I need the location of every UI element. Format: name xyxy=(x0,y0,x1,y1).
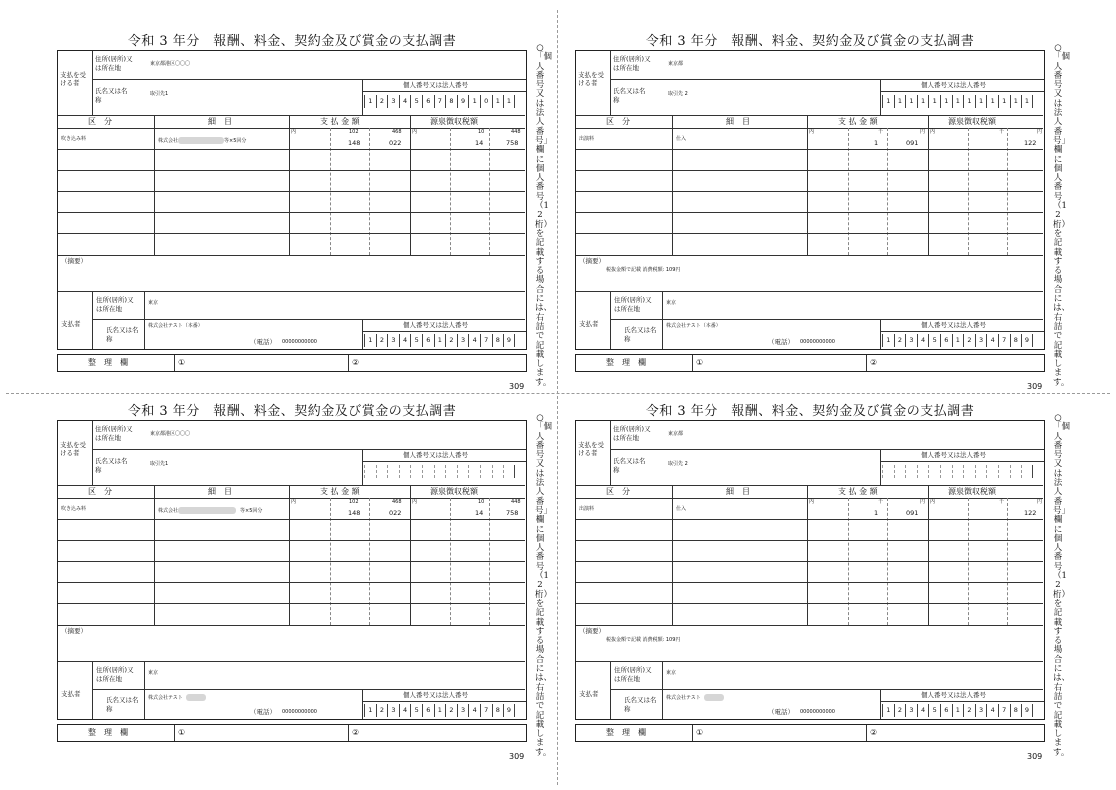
id-digit-cell xyxy=(376,465,388,478)
id-digit-cell: 1 xyxy=(963,95,975,108)
id-digit-cell xyxy=(457,465,469,478)
seiri-row xyxy=(57,724,527,742)
id-digit-cell: 3 xyxy=(387,95,399,108)
tax-uchi: 内 xyxy=(930,129,936,135)
id-digit-cell: 8 xyxy=(1010,334,1022,347)
id-digit-cell: 7 xyxy=(480,704,492,717)
col-tax-header: 源泉徴収税額 xyxy=(430,117,478,126)
amount-thousands: 1 xyxy=(874,509,879,517)
seiri-label: 整 理 欄 xyxy=(88,358,128,367)
id-digit-cell xyxy=(894,465,906,478)
tax-thousands: 14 xyxy=(475,509,484,517)
redacted-company xyxy=(178,507,236,514)
id-digit-cell: 6 xyxy=(940,704,952,717)
id-digit-cell: 7 xyxy=(998,704,1010,717)
id-digit-cell: 1 xyxy=(952,334,964,347)
payer-id-number-label: 個人番号又は法人番号 xyxy=(921,321,986,329)
recipient-name: 取引先 2 xyxy=(668,91,688,97)
id-digit-cell: 1 xyxy=(434,704,446,717)
payer-address-label: 住所(居所)又は所在地 xyxy=(96,666,134,683)
id-digit-cell: 3 xyxy=(387,334,399,347)
id-digit-cell: 4 xyxy=(917,704,929,717)
id-digit-cell: 4 xyxy=(917,334,929,347)
slip-title: 令和 3 年分 報酬、料金、契約金及び賞金の支払調書 xyxy=(127,404,457,419)
address-label: 住所(居所)又は所在地 xyxy=(95,55,133,72)
seiri-2: ② xyxy=(352,358,360,367)
tax-thousands-small: 10 xyxy=(478,499,485,505)
id-digit-cell: 4 xyxy=(399,334,411,347)
payer-name-text: 株式会社テスト xyxy=(666,695,701,701)
seiri-row xyxy=(575,724,1045,742)
tax-yen-small: 448 xyxy=(511,129,521,135)
id-digit-cell: 1 xyxy=(928,95,940,108)
payer-name-label: 氏名又は名称 xyxy=(106,696,139,713)
name-label: 氏名又は名称 xyxy=(95,87,128,104)
recipient-address: 東京都港区〇〇〇 xyxy=(150,61,191,67)
slip-form xyxy=(575,420,1045,720)
id-digit-cell xyxy=(468,465,480,478)
id-digit-cell: 1 xyxy=(882,95,894,108)
col-tax-header: 源泉徴収税額 xyxy=(430,487,478,496)
id-digit-cell: 8 xyxy=(492,334,504,347)
payer-section-label: 支払者 xyxy=(61,320,81,328)
id-digit-cell: 4 xyxy=(399,95,411,108)
id-digit-cell: 1 xyxy=(975,95,987,108)
col-saimoku-header: 細 目 xyxy=(726,487,750,496)
amount-thousands: 148 xyxy=(348,509,361,517)
recipient-section-label: 支払を受ける者 xyxy=(578,71,604,87)
recipient-section-label: 支払を受ける者 xyxy=(578,441,604,457)
recipient-id-digits xyxy=(882,465,1033,478)
recipient-name: 取引先1 xyxy=(150,461,169,467)
id-digit-cell: 8 xyxy=(1010,704,1022,717)
payer-section-label: 支払者 xyxy=(61,690,81,698)
id-digit-cell: 6 xyxy=(422,95,434,108)
id-digit-cell: 7 xyxy=(480,334,492,347)
row-kubun: 出演料 xyxy=(579,136,595,142)
recipient-name: 取引先 2 xyxy=(668,461,688,467)
id-digit-cell: 4 xyxy=(468,704,480,717)
id-digit-cell: 1 xyxy=(917,95,929,108)
id-digit-cell xyxy=(882,465,894,478)
row-saimoku-prefix: 仕入 xyxy=(676,506,687,512)
id-digit-cell xyxy=(492,465,504,478)
payer-section-label: 支払者 xyxy=(579,320,599,328)
id-digit-cell: 1 xyxy=(998,95,1010,108)
seiri-2: ② xyxy=(870,728,878,737)
col-kubun-header: 区 分 xyxy=(606,487,630,496)
tax-sen: 千 xyxy=(999,499,1005,505)
memo-text: 税抜金額で記載 消費税額: 109円 xyxy=(606,267,681,273)
row-saimoku xyxy=(676,507,686,512)
payer-id-digits xyxy=(364,704,515,717)
id-digit-cell: 5 xyxy=(410,704,422,717)
id-number-label: 個人番号又は法人番号 xyxy=(921,451,986,459)
id-digit-cell xyxy=(1010,465,1022,478)
row-saimoku-suffix: 等×5回分 xyxy=(224,138,247,144)
seiri-1: ① xyxy=(178,728,186,737)
name-label: 氏名又は名称 xyxy=(613,457,646,474)
amount-sen: 千 xyxy=(878,499,884,505)
id-digit-cell xyxy=(986,465,998,478)
id-digit-cell: 1 xyxy=(986,95,998,108)
id-digit-cell: 2 xyxy=(963,334,975,347)
tax-yen: 758 xyxy=(506,139,519,147)
memo-text: 税抜金額で記載 消費税額: 109円 xyxy=(606,637,681,643)
slip-form xyxy=(575,50,1045,350)
slip-title: 令和 3 年分 報酬、料金、契約金及び賞金の支払調書 xyxy=(127,34,457,49)
id-digit-cell xyxy=(1021,465,1033,478)
id-digit-cell: 4 xyxy=(986,334,998,347)
address-label: 住所(居所)又は所在地 xyxy=(613,425,651,442)
tax-yen: 122 xyxy=(1024,139,1037,147)
id-digit-cell xyxy=(387,465,399,478)
seiri-1: ① xyxy=(696,728,704,737)
payment-slip-2 xyxy=(575,30,1107,410)
tax-uchi: 内 xyxy=(930,499,936,505)
page-number: 309 xyxy=(509,752,525,761)
col-tax-header: 源泉徴収税額 xyxy=(948,117,996,126)
payment-slip-1 xyxy=(57,30,589,410)
id-digit-cell: 4 xyxy=(986,704,998,717)
id-digit-cell: 9 xyxy=(1021,334,1033,347)
id-digit-cell xyxy=(410,465,422,478)
id-digit-cell: 1 xyxy=(1021,95,1033,108)
id-digit-cell xyxy=(480,465,492,478)
payer-id-number-label: 個人番号又は法人番号 xyxy=(403,691,468,699)
id-digit-cell xyxy=(422,465,434,478)
redacted-branch xyxy=(704,694,724,701)
payer-name: 株式会社テスト（本番） xyxy=(148,323,203,329)
side-note: ○「個人番号又は法人番号」欄に個人番号（12桁）を記載する場合には、右詰で記載します。 xyxy=(535,43,553,388)
tax-yen: 122 xyxy=(1024,509,1037,517)
payer-id-number-label: 個人番号又は法人番号 xyxy=(921,691,986,699)
amount-uchi: 内 xyxy=(809,129,815,135)
side-note: ○「個人番号又は法人番号」欄に個人番号（12桁）を記載する場合には、右詰で記載します。 xyxy=(1053,43,1071,388)
col-tax-header: 源泉徴収税額 xyxy=(948,487,996,496)
payment-slip-3 xyxy=(57,400,589,780)
payer-name: 株式会社テスト（本番） xyxy=(666,323,721,329)
id-digit-cell xyxy=(917,465,929,478)
amount-yen: 091 xyxy=(906,509,919,517)
amount-en: 円 xyxy=(920,129,926,135)
id-number-label: 個人番号又は法人番号 xyxy=(921,81,986,89)
id-digit-cell: 1 xyxy=(952,704,964,717)
seiri-1: ① xyxy=(696,358,704,367)
amount-thousands-small: 102 xyxy=(349,499,359,505)
tax-sen: 千 xyxy=(999,129,1005,135)
payer-id-digits xyxy=(882,704,1033,717)
amount-en: 円 xyxy=(920,499,926,505)
payer-name xyxy=(666,694,724,701)
tax-yen: 758 xyxy=(506,509,519,517)
row-saimoku-prefix: 株式会社 xyxy=(158,138,179,144)
col-kubun-header: 区 分 xyxy=(88,117,112,126)
id-digit-cell xyxy=(503,465,515,478)
amount-thousands: 1 xyxy=(874,139,879,147)
recipient-section-label: 支払を受ける者 xyxy=(60,71,86,87)
row-kubun: 吹き込み料 xyxy=(61,136,87,142)
payer-address: 東京 xyxy=(148,670,159,676)
row-saimoku-prefix: 仕入 xyxy=(676,136,687,142)
row-kubun: 出演料 xyxy=(579,506,595,512)
id-digit-cell: 1 xyxy=(1010,95,1022,108)
tax-yen-small: 448 xyxy=(511,499,521,505)
id-digit-cell: 2 xyxy=(376,334,388,347)
id-digit-cell: 2 xyxy=(376,704,388,717)
id-digit-cell: 1 xyxy=(882,704,894,717)
page-number: 309 xyxy=(1027,382,1043,391)
id-digit-cell: 8 xyxy=(492,704,504,717)
id-digit-cell: 1 xyxy=(905,95,917,108)
slip-form xyxy=(57,50,527,350)
page-number: 309 xyxy=(509,382,525,391)
id-digit-cell: 1 xyxy=(468,95,480,108)
id-digit-cell: 1 xyxy=(492,95,504,108)
row-saimoku xyxy=(158,137,246,144)
id-digit-cell: 2 xyxy=(963,704,975,717)
amount-yen: 022 xyxy=(389,139,402,147)
payer-address-label: 住所(居所)又は所在地 xyxy=(96,296,134,313)
payer-id-digits xyxy=(882,334,1033,347)
id-digit-cell: 2 xyxy=(376,95,388,108)
id-digit-cell xyxy=(905,465,917,478)
id-digit-cell: 3 xyxy=(387,704,399,717)
payer-name-label: 氏名又は名称 xyxy=(624,326,657,343)
name-label: 氏名又は名称 xyxy=(613,87,646,104)
col-saimoku-header: 細 目 xyxy=(208,117,232,126)
id-digit-cell: 3 xyxy=(905,334,917,347)
payer-id-number-label: 個人番号又は法人番号 xyxy=(403,321,468,329)
seiri-1: ① xyxy=(178,358,186,367)
seiri-row xyxy=(575,354,1045,372)
id-digit-cell: 1 xyxy=(434,334,446,347)
payer-section-label: 支払者 xyxy=(579,690,599,698)
col-saimoku-header: 細 目 xyxy=(726,117,750,126)
id-digit-cell: 3 xyxy=(457,334,469,347)
id-digit-cell: 6 xyxy=(940,334,952,347)
row-saimoku xyxy=(676,137,686,142)
id-digit-cell: 9 xyxy=(503,704,515,717)
id-digit-cell: 1 xyxy=(882,334,894,347)
phone-number: 00000000000 xyxy=(282,339,317,345)
id-digit-cell xyxy=(928,465,940,478)
row-saimoku xyxy=(158,507,262,514)
col-amount-header: 支 払 金 額 xyxy=(838,487,878,496)
amount-yen-small: 468 xyxy=(392,499,402,505)
id-digit-cell: 2 xyxy=(445,704,457,717)
id-digit-cell: 3 xyxy=(905,704,917,717)
slip-title: 令和 3 年分 報酬、料金、契約金及び賞金の支払調書 xyxy=(645,34,975,49)
id-digit-cell: 3 xyxy=(975,704,987,717)
recipient-name: 取引先1 xyxy=(150,91,169,97)
id-digit-cell: 4 xyxy=(399,704,411,717)
id-digit-cell: 1 xyxy=(940,95,952,108)
amount-sen: 千 xyxy=(878,129,884,135)
redacted-branch xyxy=(186,694,206,701)
payer-address: 東京 xyxy=(666,300,677,306)
recipient-id-digits xyxy=(882,95,1033,108)
id-digit-cell: 6 xyxy=(422,334,434,347)
seiri-2: ② xyxy=(352,728,360,737)
id-digit-cell xyxy=(364,465,376,478)
id-digit-cell: 2 xyxy=(894,704,906,717)
memo-label: （摘要） xyxy=(61,627,87,635)
phone-label: （電話） xyxy=(250,338,276,346)
id-number-label: 個人番号又は法人番号 xyxy=(403,451,468,459)
side-note: ○「個人番号又は法人番号」欄に個人番号（12桁）を記載する場合には、右詰で記載します。 xyxy=(535,413,553,758)
tax-thousands-small: 10 xyxy=(478,129,485,135)
id-digit-cell: 9 xyxy=(1021,704,1033,717)
payer-name-text: 株式会社テスト xyxy=(148,695,183,701)
id-digit-cell: 5 xyxy=(928,704,940,717)
slip-form xyxy=(57,420,527,720)
id-digit-cell xyxy=(998,465,1010,478)
id-digit-cell: 5 xyxy=(928,334,940,347)
slip-title: 令和 3 年分 報酬、料金、契約金及び賞金の支払調書 xyxy=(645,404,975,419)
recipient-address: 東京都 xyxy=(668,61,684,67)
payment-slip-4 xyxy=(575,400,1107,780)
recipient-address: 東京都 xyxy=(668,431,684,437)
payer-name-label: 氏名又は名称 xyxy=(106,326,139,343)
amount-thousands: 148 xyxy=(348,139,361,147)
phone-number: 00000000000 xyxy=(800,709,835,715)
payer-id-digits xyxy=(364,334,515,347)
amount-thousands-small: 102 xyxy=(349,129,359,135)
phone-number: 00000000000 xyxy=(800,339,835,345)
id-number-label: 個人番号又は法人番号 xyxy=(403,81,468,89)
page-number: 309 xyxy=(1027,752,1043,761)
id-digit-cell xyxy=(963,465,975,478)
recipient-address: 東京都港区〇〇〇 xyxy=(150,431,191,437)
id-digit-cell: 2 xyxy=(894,334,906,347)
address-label: 住所(居所)又は所在地 xyxy=(613,55,651,72)
phone-label: （電話） xyxy=(768,708,794,716)
id-digit-cell xyxy=(434,465,446,478)
tax-en: 円 xyxy=(1037,129,1043,135)
id-digit-cell xyxy=(399,465,411,478)
memo-label: （摘要） xyxy=(579,627,605,635)
memo-label: （摘要） xyxy=(579,257,605,265)
recipient-section-label: 支払を受ける者 xyxy=(60,441,86,457)
id-digit-cell xyxy=(445,465,457,478)
row-saimoku-prefix: 株式会社 xyxy=(158,508,179,514)
id-digit-cell: 1 xyxy=(952,95,964,108)
tax-en: 円 xyxy=(1037,499,1043,505)
id-digit-cell: 1 xyxy=(364,334,376,347)
id-digit-cell: 2 xyxy=(445,334,457,347)
id-digit-cell: 7 xyxy=(434,95,446,108)
id-digit-cell: 5 xyxy=(410,95,422,108)
seiri-label: 整 理 欄 xyxy=(88,728,128,737)
phone-number: 00000000000 xyxy=(282,709,317,715)
payer-address: 東京 xyxy=(666,670,677,676)
amount-uchi: 内 xyxy=(809,499,815,505)
id-digit-cell: 1 xyxy=(364,704,376,717)
id-digit-cell: 1 xyxy=(364,95,376,108)
col-kubun-header: 区 分 xyxy=(88,487,112,496)
recipient-id-digits xyxy=(364,465,515,478)
memo-label: （摘要） xyxy=(61,257,87,265)
amount-yen: 022 xyxy=(389,509,402,517)
row-saimoku-suffix: 等×5回分 xyxy=(240,508,263,514)
id-digit-cell: 1 xyxy=(503,95,515,108)
col-amount-header: 支 払 金 額 xyxy=(320,117,360,126)
tax-uchi: 内 xyxy=(412,129,418,135)
row-kubun: 吹き込み料 xyxy=(61,506,87,512)
id-digit-cell: 9 xyxy=(503,334,515,347)
amount-yen-small: 468 xyxy=(392,129,402,135)
id-digit-cell: 3 xyxy=(975,334,987,347)
id-digit-cell: 0 xyxy=(480,95,492,108)
col-saimoku-header: 細 目 xyxy=(208,487,232,496)
seiri-2: ② xyxy=(870,358,878,367)
payer-name xyxy=(148,694,206,701)
phone-label: （電話） xyxy=(250,708,276,716)
address-label: 住所(居所)又は所在地 xyxy=(95,425,133,442)
payer-name-label: 氏名又は名称 xyxy=(624,696,657,713)
phone-label: （電話） xyxy=(768,338,794,346)
id-digit-cell xyxy=(975,465,987,478)
tax-thousands: 14 xyxy=(475,139,484,147)
redacted-company xyxy=(178,137,224,144)
id-digit-cell: 5 xyxy=(410,334,422,347)
seiri-label: 整 理 欄 xyxy=(606,728,646,737)
name-label: 氏名又は名称 xyxy=(95,457,128,474)
col-kubun-header: 区 分 xyxy=(606,117,630,126)
id-digit-cell: 9 xyxy=(457,95,469,108)
recipient-id-digits xyxy=(364,95,515,108)
id-digit-cell xyxy=(940,465,952,478)
col-amount-header: 支 払 金 額 xyxy=(838,117,878,126)
amount-uchi: 内 xyxy=(291,129,297,135)
amount-uchi: 内 xyxy=(291,499,297,505)
id-digit-cell xyxy=(952,465,964,478)
side-note: ○「個人番号又は法人番号」欄に個人番号（12桁）を記載する場合には、右詰で記載します。 xyxy=(1053,413,1071,758)
id-digit-cell: 6 xyxy=(422,704,434,717)
id-digit-cell: 8 xyxy=(445,95,457,108)
col-amount-header: 支 払 金 額 xyxy=(320,487,360,496)
id-digit-cell: 4 xyxy=(468,334,480,347)
tax-uchi: 内 xyxy=(412,499,418,505)
id-digit-cell: 3 xyxy=(457,704,469,717)
payer-address-label: 住所(居所)又は所在地 xyxy=(614,666,652,683)
id-digit-cell: 7 xyxy=(998,334,1010,347)
payer-address: 東京 xyxy=(148,300,159,306)
payer-address-label: 住所(居所)又は所在地 xyxy=(614,296,652,313)
amount-yen: 091 xyxy=(906,139,919,147)
seiri-row xyxy=(57,354,527,372)
id-digit-cell: 1 xyxy=(894,95,906,108)
seiri-label: 整 理 欄 xyxy=(606,358,646,367)
